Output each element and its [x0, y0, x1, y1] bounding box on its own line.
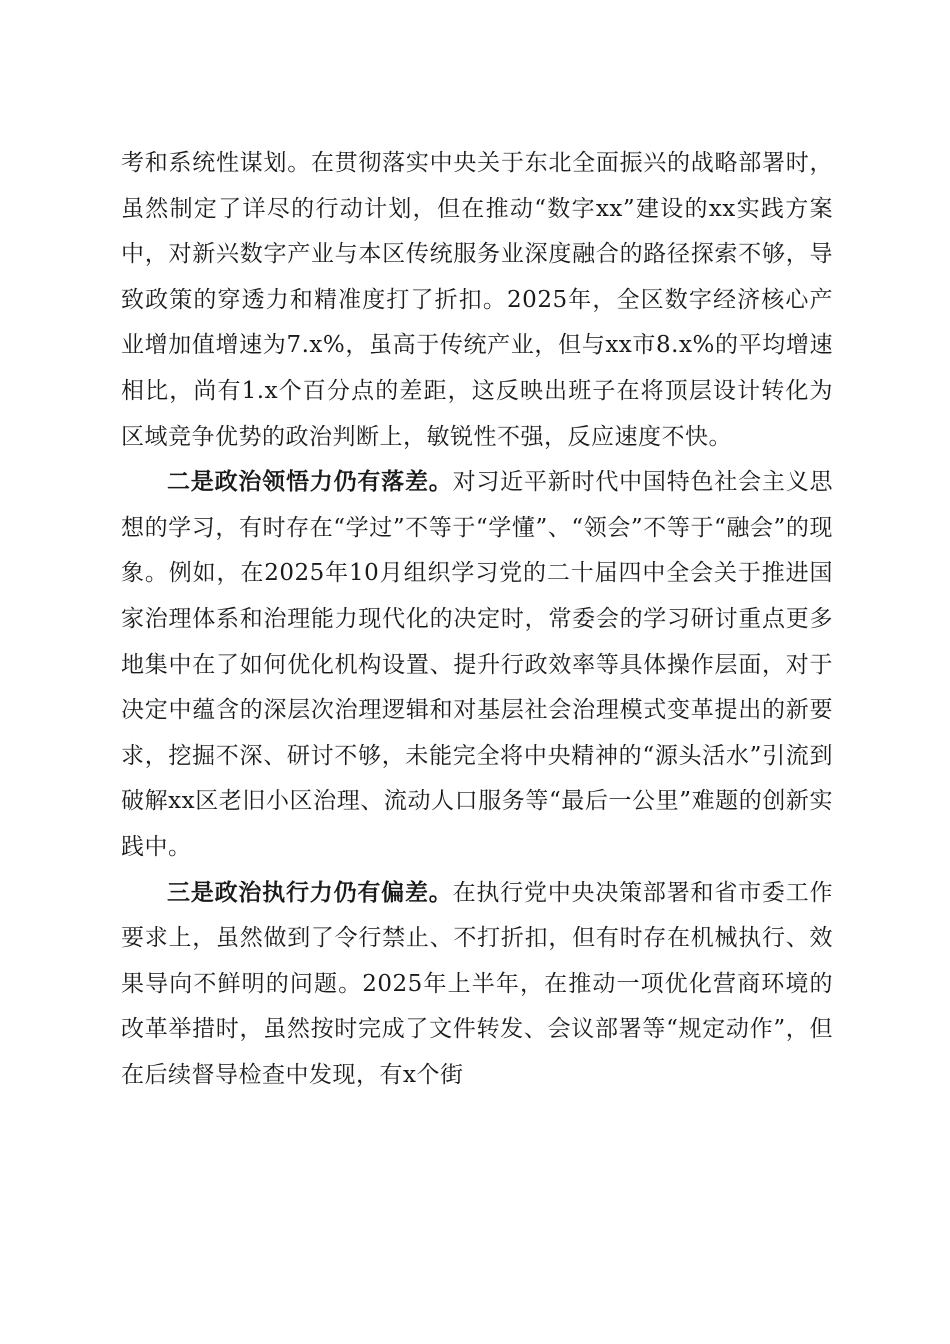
- paragraph-3: [121, 871, 833, 1099]
- paragraph-3-text: 在执行党中央决策部署和省市委工作要求上，虽然做到了令行禁止、不打折扣，但有时存在机械执行、效果导向不鲜明的问题。2025年上半年，在推动一项优化营商环境的改革举措时，虽然按时完成了文件转发、会议部署等“规定动作”，但在后续督导检查中发现，有x个街: [121, 879, 834, 1088]
- paragraph-2: [121, 460, 833, 870]
- paragraph-1: [121, 141, 833, 460]
- paragraph-1-text: 考和系统性谋划。在贯彻落实中央关于东北全面振兴的战略部署时，虽然制定了详尽的行动计划，但在推动“数字xx”建设的xx实践方案中，对新兴数字产业与本区传统服务业深度融合的路径探索不够，导致政策的穿透力和精准度打了折扣。2025年，全区数字经济核心产业增加值增速为7.x%，虽高于传统产业，但与xx市8.x%的平均增速相比，尚有1.x个百分点的差距，这反映出班子在将顶层设计转化为区域竞争优势的政治判断上，敏锐性不强，反应速度不快。: [121, 150, 833, 450]
- paragraph-2-heading: 二是政治领悟力仍有落差。: [167, 469, 453, 496]
- document-body: [121, 141, 833, 1098]
- paragraph-2-text: 对习近平新时代中国特色社会主义思想的学习，有时存在“学过”不等于“学懂”、“领会”不等于“融会”的现象。例如，在2025年10月组织学习党的二十届四中全会关于推进国家治理体系和治理能力现代化的决定时，常委会的学习研讨重点更多地集中在了如何优化机构设置、提升行政效率等具体操作层面，对于决定中蕴含的深层次治理逻辑和对基层社会治理模式变革提出的新要求，挖掘不深、研讨不够，未能完全将中央精神的“源头活水”引流到破解xx区老旧小区治理、流动人口服务等“最后一公里”难题的创新实践中。: [121, 469, 834, 860]
- paragraph-3-heading: 三是政治执行力仍有偏差。: [167, 879, 453, 906]
